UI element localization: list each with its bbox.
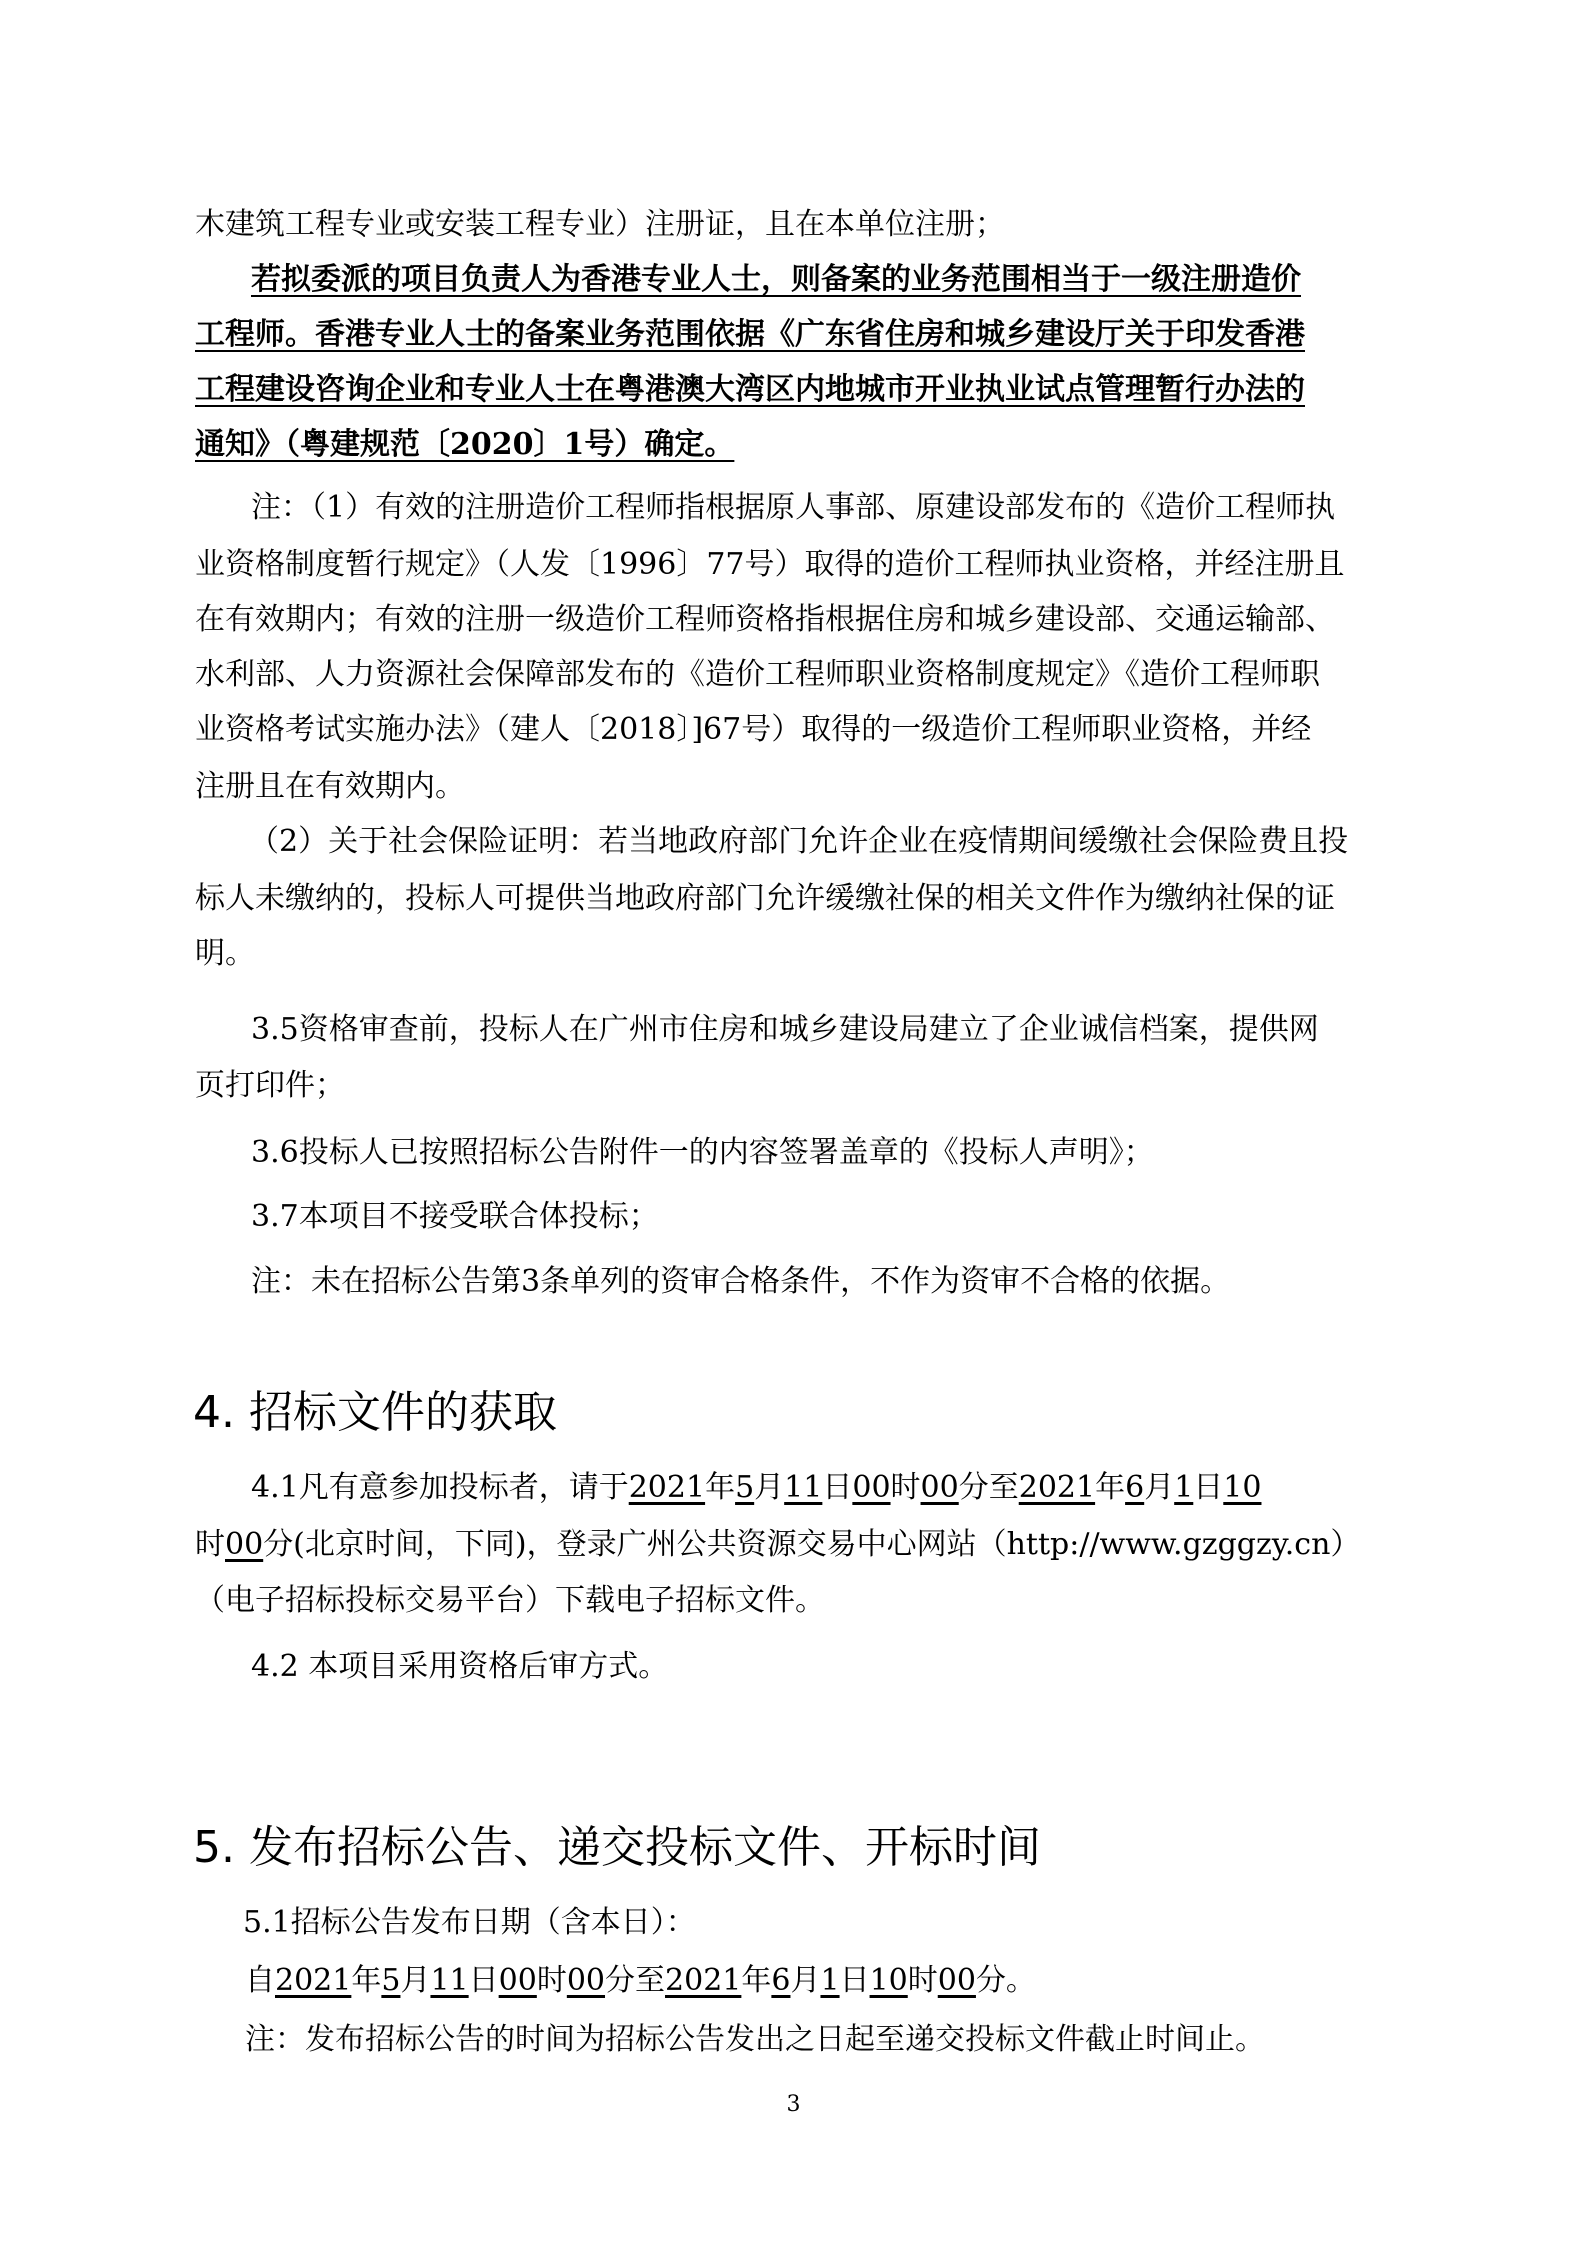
text-span: 时 — [890, 1470, 921, 1505]
minute-value: 00 — [566, 1963, 606, 1998]
year-value: 2021 — [275, 1963, 352, 1998]
text-line: 通知》（粤建规范〔2020〕1号）确定。 — [195, 427, 735, 462]
text-line: 4.2 本项目采用资格后审方式。 — [251, 1649, 669, 1684]
text-line — [245, 1961, 1036, 2001]
text-line: 业资格考试实施办法》（建人〔2018〕]67号）取得的一级造价工程师职业资格，并经 — [195, 712, 1312, 747]
year-value: 2021 — [1018, 1470, 1096, 1505]
text-span: 日 — [468, 1963, 499, 1998]
month-value: 6 — [771, 1963, 791, 1998]
text-line: 在有效期内；有效的注册一级造价工程师资格指根据住房和城乡建设部、交通运输部、 — [195, 602, 1335, 637]
text-line: 注：未在招标公告第3条单列的资审合格条件，不作为资审不合格的依据。 — [251, 1264, 1231, 1299]
minute-value: 00 — [225, 1527, 264, 1562]
text-span: 分至 — [605, 1963, 666, 1998]
text-line: 5.1招标公告发布日期（含本日）： — [243, 1905, 696, 1940]
text-span: 月 — [790, 1963, 821, 1998]
text-line: 业资格制度暂行规定》（人发〔1996〕77号）取得的造价工程师执业资格，并经注册且 — [195, 547, 1345, 582]
text-line — [251, 1468, 1261, 1508]
text-span: 日 — [822, 1470, 853, 1505]
text-line: 明。 — [195, 936, 255, 971]
page-number: 3 — [786, 2092, 801, 2117]
text-span: 日 — [839, 1963, 870, 1998]
hour-value: 00 — [852, 1470, 891, 1505]
text-line: 工程师。香港专业人士的备案业务范围依据《广东省住房和城乡建设厅关于印发香港 — [195, 317, 1305, 352]
text-line: 标人未缴纳的，投标人可提供当地政府部门允许缓缴社保的相关文件作为缴纳社保的证 — [195, 881, 1335, 916]
text-line: 页打印件； — [195, 1068, 345, 1103]
text-span: 自 — [245, 1963, 275, 1998]
month-value: 6 — [1125, 1470, 1145, 1505]
text-line: 木建筑工程专业或安装工程专业）注册证，且在本单位注册； — [195, 207, 1005, 242]
text-line: 注册且在有效期内。 — [195, 769, 465, 804]
hour-value: 10 — [1223, 1470, 1262, 1505]
hour-value: 10 — [869, 1963, 908, 1998]
minute-value: 00 — [937, 1963, 976, 1998]
minute-value: 00 — [920, 1470, 959, 1505]
year-value: 2021 — [628, 1470, 706, 1505]
text-span: 月 — [1144, 1470, 1175, 1505]
text-span: 分。 — [975, 1963, 1036, 1998]
day-value: 1 — [820, 1963, 840, 1998]
text-line: 若拟委派的项目负责人为香港专业人士，则备案的业务范围相当于一级注册造价 — [251, 262, 1301, 297]
text-span: 年 — [705, 1470, 736, 1505]
text-span: 月 — [754, 1470, 785, 1505]
text-line — [195, 1525, 1360, 1565]
text-span: 时 — [907, 1963, 938, 1998]
text-line: 3.6投标人已按照招标公告附件一的内容签署盖章的《投标人声明》； — [251, 1135, 1154, 1170]
text-span: 月 — [400, 1963, 431, 1998]
text-line: 3.5资格审查前，投标人在广州市住房和城乡建设局建立了企业诚信档案，提供网 — [251, 1012, 1319, 1047]
text-span: 年 — [351, 1963, 382, 1998]
text-span: 时 — [536, 1963, 567, 1998]
month-value: 5 — [381, 1963, 401, 1998]
text-span: 年 — [1095, 1470, 1126, 1505]
day-value: 1 — [1174, 1470, 1194, 1505]
text-span: 分至 — [958, 1470, 1019, 1505]
text-line: 注：发布招标公告的时间为招标公告发出之日起至递交投标文件截止时间止。 — [245, 2022, 1265, 2057]
text-span: 日 — [1193, 1470, 1224, 1505]
text-line: 3.7本项目不接受联合体投标； — [251, 1199, 659, 1234]
text-line: （电子招标投标交易平台）下载电子招标文件。 — [195, 1583, 825, 1618]
text-line: 工程建设咨询企业和专业人士在粤港澳大湾区内地城市开业执业试点管理暂行办法的 — [195, 372, 1305, 407]
hour-value: 00 — [498, 1963, 537, 1998]
text-span: 4.1凡有意参加投标者，请于 — [251, 1470, 629, 1505]
text-span: 年 — [741, 1963, 772, 1998]
day-value: 11 — [784, 1470, 823, 1505]
text-line: 水利部、人力资源社会保障部发布的《造价工程师职业资格制度规定》《造价工程师职 — [195, 657, 1320, 692]
year-value: 2021 — [665, 1963, 742, 1998]
text-line: 注：（1）有效的注册造价工程师指根据原人事部、原建设部发布的《造价工程师执 — [251, 490, 1336, 525]
month-value: 5 — [735, 1470, 755, 1505]
text-line: （2）关于社会保险证明：若当地政府部门允许企业在疫情期间缓缴社会保险费且投 — [249, 824, 1349, 859]
text-span: 分(北京时间，下同)，登录广州公共资源交易中心网站（http://www.gzggzy.cn） — [263, 1527, 1361, 1562]
section-heading: 4. 招标文件的获取 — [193, 1387, 557, 1438]
text-span: 时 — [195, 1527, 225, 1562]
day-value: 11 — [430, 1963, 469, 1998]
section-heading: 5. 发布招标公告、递交投标文件、开标时间 — [193, 1822, 1041, 1873]
